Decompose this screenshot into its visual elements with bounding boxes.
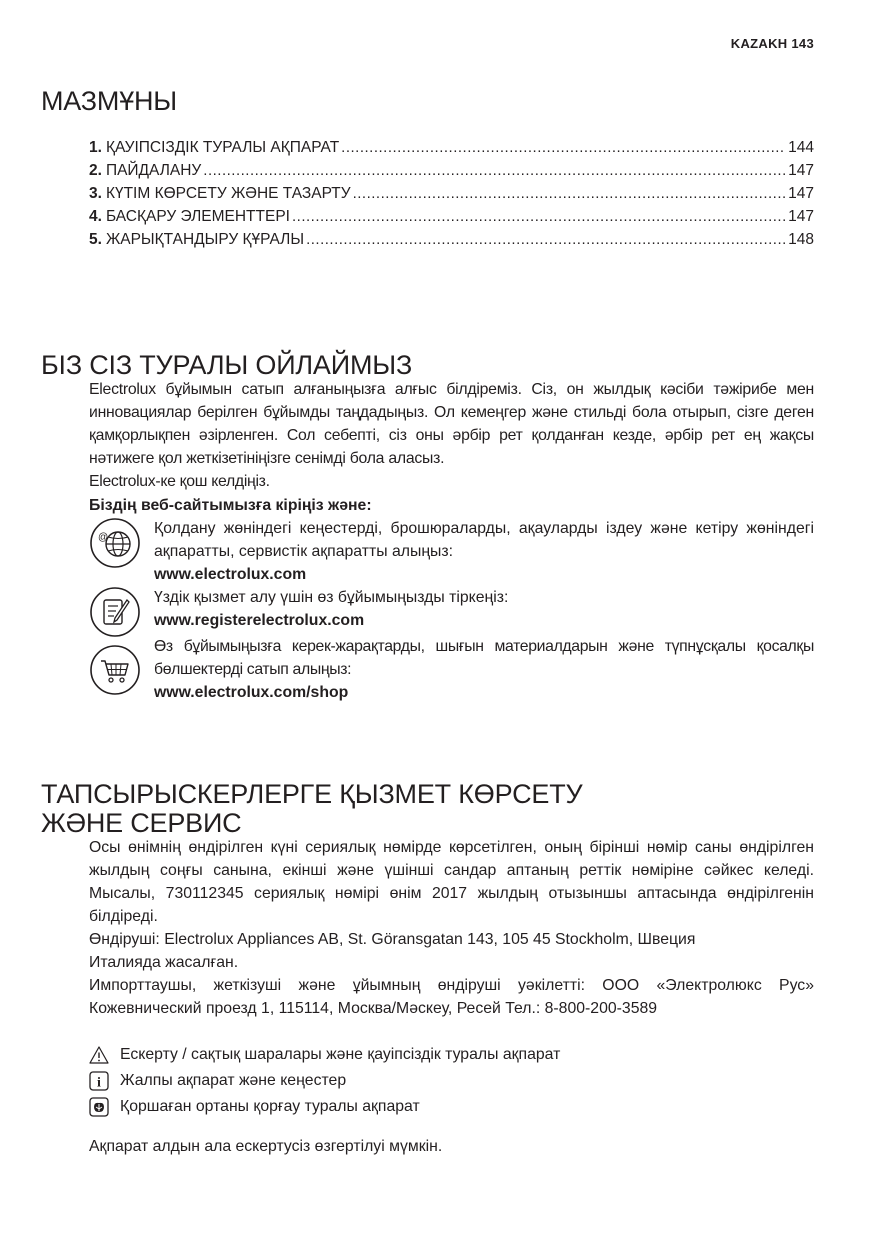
shopping-cart-icon (89, 644, 141, 696)
toc-item-label: БАСҚАРУ ЭЛЕМЕНТТЕРІ (105, 208, 290, 225)
info-icon (89, 1071, 109, 1091)
legend-info (89, 1071, 346, 1091)
toc-item-page: 147 (788, 162, 814, 179)
toc-item-number: 5. (89, 231, 102, 248)
toc-item-label: ҚАУІПСІЗДІК ТУРАЛЫ АҚПАРАТ (105, 139, 340, 156)
toc-item-page: 147 (788, 208, 814, 225)
service-paragraph: Осы өнімнің өндірілген күні сериялық нөмірде көрсетілген, оның бірінші нөмір саны өндірілген жылдың соңғы санына, екінші және үшінші сандар аптаның реттік нөміріне сәйкес келеді. Мысалы, 730112345 сериялық нөмірі өнім 2017 жылдың отызыншы аптасында өндірілгенін білдіреді. (89, 839, 814, 925)
toc-leader (353, 182, 787, 205)
toc-leader (203, 159, 786, 182)
toc-item-page: 147 (788, 185, 814, 202)
web-item-shop (89, 635, 814, 704)
toc-item-number: 2. (89, 162, 102, 179)
page-header (731, 36, 814, 51)
toc-leader (306, 228, 786, 251)
legend-environment (89, 1097, 420, 1117)
visit-heading: Біздің веб-сайтымызға кіріңіз және: (89, 497, 372, 514)
web-item-text: Қолдану жөніндегі кеңестерді, брошюраларды, ақауларды іздеу және кетіру жөніндегі ақпаратты, сервистік ақпаратты алыңыз: (154, 520, 814, 560)
toc-item-label: ЖАРЫҚТАНДЫРУ ҚҰРАЛЫ (105, 231, 305, 248)
web-item-support (89, 517, 814, 586)
service-title-line2: ЖӘНЕ СЕРВИС (41, 808, 242, 838)
svg-text:i: i (97, 1075, 101, 1091)
svg-text:@: @ (98, 532, 109, 543)
toc-leader (341, 136, 786, 159)
legend-warning (89, 1045, 560, 1065)
toc-item[interactable] (89, 159, 814, 182)
legend-text: Қоршаған ортаны қорғау туралы ақпарат (120, 1098, 420, 1115)
toc-item[interactable] (89, 205, 814, 228)
toc-item-label: ПАЙДАЛАНУ (105, 162, 202, 179)
toc-item-number: 3. (89, 185, 102, 202)
toc-item[interactable] (89, 228, 814, 251)
toc-item-label: КҮТІМ КӨРСЕТУ ЖӘНЕ ТАЗАРТУ (105, 185, 351, 202)
legend-text: Ескерту / сақтық шаралары және қауіпсіздік туралы ақпарат (120, 1046, 561, 1063)
section-label: KAZAKH (730, 36, 788, 51)
web-item-text: Үздік қызмет алу үшін өз бұйымыңызды тіркеңіз: (154, 589, 509, 606)
about-paragraph: Electrolux бұйымын сатып алғаныңызға алғыс білдіреміз. Сіз, он жылдық кәсіби тәжірибе мен инновациялар берілген бұйымды таңдадыңыз. Ол кемеңгер және стильді бола отырып, сізге деген қамқорлықпен әзірленген. Сол себепті, сіз оны әрбір рет қолданған кезде, әрбір рет ең жақсы нәтижеге қол жеткізетініңізге сенімді бола аласыз. (89, 381, 814, 467)
toc-leader (292, 205, 786, 228)
web-item-text: Өз бұйымыңызға керек-жарақтарды, шығын материалдарын және түпнұсқалы қосалқы бөлшектерді сатып алыңыз: (154, 638, 814, 678)
notice-text: Ақпарат алдын ала ескертусіз өзгертілуі мүмкін. (89, 1138, 443, 1155)
importer-text: Импорттаушы, жеткізуші және ұйымның өндіруші уәкілетті: ООО «Электролюкс Рус» Кожевнический проезд 1, 115114, Москва/Мәскеу, Ресей Тел.: 8-800-200-3589 (89, 977, 814, 1017)
toc-item-number: 1. (89, 139, 102, 156)
environment-leaf-icon (89, 1097, 109, 1117)
shop-link[interactable]: www.electrolux.com/shop (154, 684, 349, 701)
about-title: БІЗ СІЗ ТУРАЛЫ ОЙЛАЙМЫЗ (41, 350, 413, 380)
toc-item-number: 4. (89, 208, 102, 225)
toc-item[interactable] (89, 136, 814, 159)
contents-title: МАЗМҰНЫ (41, 86, 178, 116)
web-item-register (89, 586, 814, 638)
welcome-text: Electrolux-ке қош келдіңіз. (89, 473, 270, 490)
toc-item-page: 148 (788, 231, 814, 248)
toc-item-page: 144 (788, 139, 814, 156)
warning-triangle-icon (89, 1045, 109, 1065)
toc-item[interactable] (89, 182, 814, 205)
made-in-text: Италияда жасалған. (89, 954, 239, 971)
page-number: 143 (791, 36, 814, 51)
register-notepad-icon (89, 586, 141, 638)
web-globe-icon (89, 517, 141, 569)
manufacturer-text: Өндіруші: Electrolux Appliances AB, St. Göransgatan 143, 105 45 Stockholm, Швеция (89, 931, 696, 948)
electrolux-link[interactable]: www.electrolux.com (154, 566, 307, 583)
service-title-line1: ТАПСЫРЫСКЕРЛЕРГЕ ҚЫЗМЕТ КӨРСЕТУ (41, 779, 583, 809)
legend-text: Жалпы ақпарат және кеңестер (120, 1072, 347, 1089)
register-link[interactable]: www.registerelectrolux.com (154, 612, 365, 629)
table-of-contents (89, 136, 814, 251)
